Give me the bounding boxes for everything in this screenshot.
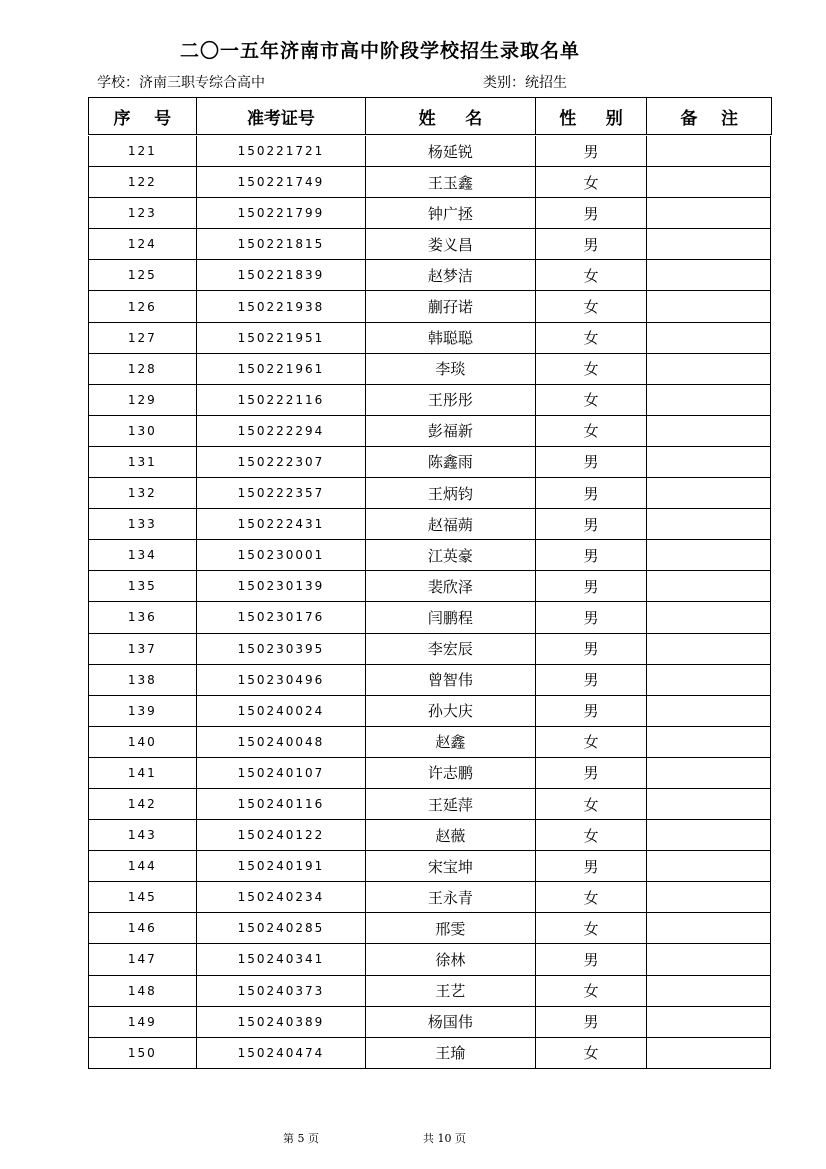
cell-exam-id: 150222294 xyxy=(197,416,367,446)
cell-exam-id: 150230395 xyxy=(197,634,367,664)
cell-note xyxy=(647,1038,770,1068)
cell-note xyxy=(647,509,770,539)
cell-name: 陈鑫雨 xyxy=(366,447,536,477)
cell-note xyxy=(647,323,770,353)
cell-seq: 122 xyxy=(89,167,197,197)
header-gender: 性 别 xyxy=(536,98,648,134)
cell-gender: 女 xyxy=(536,1038,648,1068)
cell-name: 韩聪聪 xyxy=(366,323,536,353)
cell-name: 徐林 xyxy=(366,944,536,974)
cell-note xyxy=(647,634,770,664)
cell-note xyxy=(647,882,770,912)
table-row xyxy=(89,602,770,633)
cell-gender: 男 xyxy=(536,229,648,259)
cell-gender: 女 xyxy=(536,323,648,353)
cell-name: 裴欣泽 xyxy=(366,571,536,601)
cell-note xyxy=(647,416,770,446)
table-row xyxy=(89,260,770,291)
cell-exam-id: 150240341 xyxy=(197,944,367,974)
page-total: 共 10 页 xyxy=(423,1132,466,1145)
cell-gender: 女 xyxy=(536,416,648,446)
cell-seq: 132 xyxy=(89,478,197,508)
cell-gender: 女 xyxy=(536,820,648,850)
cell-gender: 男 xyxy=(536,634,648,664)
cell-seq: 123 xyxy=(89,198,197,228)
cell-note xyxy=(647,727,770,757)
document-title: 二〇一五年济南市高中阶段学校招生录取名单 xyxy=(179,40,580,62)
cell-name: 王艺 xyxy=(366,976,536,1006)
cell-exam-id: 150221951 xyxy=(197,323,367,353)
cell-gender: 女 xyxy=(536,385,648,415)
cell-seq: 136 xyxy=(89,602,197,632)
cell-seq: 144 xyxy=(89,851,197,881)
cell-name: 闫鹏程 xyxy=(366,602,536,632)
cell-note xyxy=(647,976,770,1006)
table-row xyxy=(89,820,770,851)
cell-gender: 男 xyxy=(536,478,648,508)
cell-gender: 男 xyxy=(536,540,648,570)
cell-seq: 142 xyxy=(89,789,197,819)
cell-name: 赵鑫 xyxy=(366,727,536,757)
cell-gender: 男 xyxy=(536,198,648,228)
cell-seq: 150 xyxy=(89,1038,197,1068)
cell-note xyxy=(647,696,770,726)
page-number: 第 5 页 xyxy=(283,1132,319,1145)
cell-name: 王延萍 xyxy=(366,789,536,819)
cell-name: 娄义昌 xyxy=(366,229,536,259)
cell-gender: 男 xyxy=(536,758,648,788)
table-row xyxy=(89,167,770,198)
cell-note xyxy=(647,1007,770,1037)
table-row xyxy=(89,229,770,260)
table-row xyxy=(89,416,770,447)
header-note: 备 注 xyxy=(680,108,739,129)
cell-note xyxy=(647,540,770,570)
cell-seq: 125 xyxy=(89,260,197,290)
cell-seq: 147 xyxy=(89,944,197,974)
cell-exam-id: 150240373 xyxy=(197,976,367,1006)
cell-exam-id: 150222431 xyxy=(197,509,367,539)
cell-seq: 149 xyxy=(89,1007,197,1037)
table-row xyxy=(89,478,770,509)
cell-exam-id: 150221938 xyxy=(197,291,367,321)
cell-note xyxy=(647,944,770,974)
cell-exam-id: 150230176 xyxy=(197,602,367,632)
cell-gender: 男 xyxy=(536,571,648,601)
cell-exam-id: 150221815 xyxy=(197,229,367,259)
cell-seq: 128 xyxy=(89,354,197,384)
cell-seq: 129 xyxy=(89,385,197,415)
cell-exam-id: 150240107 xyxy=(197,758,367,788)
cell-name: 赵薇 xyxy=(366,820,536,850)
cell-exam-id: 150221749 xyxy=(197,167,367,197)
cell-name: 钟广拯 xyxy=(366,198,536,228)
cell-note xyxy=(647,478,770,508)
table-row xyxy=(89,851,770,882)
header-name: 姓 名 xyxy=(366,98,536,134)
cell-name: 许志鹏 xyxy=(366,758,536,788)
table-row xyxy=(89,976,770,1007)
cell-gender: 女 xyxy=(536,291,648,321)
cell-note xyxy=(647,167,770,197)
cell-seq: 145 xyxy=(89,882,197,912)
table-row xyxy=(89,447,770,478)
table-row xyxy=(89,727,770,758)
cell-seq: 126 xyxy=(89,291,197,321)
cell-exam-id: 150221961 xyxy=(197,354,367,384)
cell-note xyxy=(647,851,770,881)
cell-gender: 男 xyxy=(536,447,648,477)
cell-gender: 女 xyxy=(536,167,648,197)
table-row xyxy=(89,540,770,571)
cell-name: 杨国伟 xyxy=(366,1007,536,1037)
table-row xyxy=(89,1038,770,1069)
cell-exam-id: 150240122 xyxy=(197,820,367,850)
cell-exam-id: 150240285 xyxy=(197,913,367,943)
cell-name: 蒯孖诺 xyxy=(366,291,536,321)
cell-note xyxy=(647,354,770,384)
cell-seq: 148 xyxy=(89,976,197,1006)
cell-name: 江英豪 xyxy=(366,540,536,570)
cell-name: 赵福蒴 xyxy=(366,509,536,539)
category-label: 类别：统招生 xyxy=(483,75,567,91)
cell-seq: 141 xyxy=(89,758,197,788)
cell-name: 王炳钧 xyxy=(366,478,536,508)
cell-exam-id: 150221839 xyxy=(197,260,367,290)
cell-seq: 130 xyxy=(89,416,197,446)
cell-name: 宋宝坤 xyxy=(366,851,536,881)
cell-note xyxy=(647,913,770,943)
cell-gender: 男 xyxy=(536,509,648,539)
cell-seq: 140 xyxy=(89,727,197,757)
cell-seq: 135 xyxy=(89,571,197,601)
cell-name: 孙大庆 xyxy=(366,696,536,726)
cell-seq: 139 xyxy=(89,696,197,726)
cell-seq: 134 xyxy=(89,540,197,570)
table-row xyxy=(89,323,770,354)
cell-note xyxy=(647,291,770,321)
table-row xyxy=(89,385,770,416)
cell-gender: 女 xyxy=(536,882,648,912)
table-row xyxy=(89,136,770,167)
cell-gender: 男 xyxy=(536,851,648,881)
cell-name: 赵梦洁 xyxy=(366,260,536,290)
cell-note xyxy=(647,385,770,415)
cell-note xyxy=(647,136,770,166)
table-row xyxy=(89,509,770,540)
cell-seq: 124 xyxy=(89,229,197,259)
school-label: 学校：济南三职专综合高中 xyxy=(97,75,265,91)
cell-note xyxy=(647,198,770,228)
cell-note xyxy=(647,229,770,259)
table-row xyxy=(89,198,770,229)
cell-note xyxy=(647,665,770,695)
cell-gender: 男 xyxy=(536,665,648,695)
table-header xyxy=(88,97,772,135)
cell-name: 杨延锐 xyxy=(366,136,536,166)
cell-note xyxy=(647,571,770,601)
cell-note xyxy=(647,789,770,819)
cell-exam-id: 150230001 xyxy=(197,540,367,570)
cell-exam-id: 150221799 xyxy=(197,198,367,228)
cell-exam-id: 150240116 xyxy=(197,789,367,819)
cell-gender: 男 xyxy=(536,136,648,166)
cell-exam-id: 150221721 xyxy=(197,136,367,166)
table-row xyxy=(89,944,770,975)
cell-seq: 133 xyxy=(89,509,197,539)
table-row xyxy=(89,665,770,696)
table-row xyxy=(89,1007,770,1038)
cell-seq: 143 xyxy=(89,820,197,850)
cell-note xyxy=(647,602,770,632)
cell-exam-id: 150222357 xyxy=(197,478,367,508)
header-seq: 序 号 xyxy=(89,98,197,134)
cell-exam-id: 150240389 xyxy=(197,1007,367,1037)
header-exam-id: 准考证号 xyxy=(197,98,367,134)
cell-gender: 男 xyxy=(536,602,648,632)
cell-seq: 121 xyxy=(89,136,197,166)
cell-exam-id: 150230139 xyxy=(197,571,367,601)
cell-name: 王彤彤 xyxy=(366,385,536,415)
cell-exam-id: 150240024 xyxy=(197,696,367,726)
cell-exam-id: 150240474 xyxy=(197,1038,367,1068)
cell-exam-id: 150230496 xyxy=(197,665,367,695)
table-row xyxy=(89,758,770,789)
cell-exam-id: 150222307 xyxy=(197,447,367,477)
cell-exam-id: 150240234 xyxy=(197,882,367,912)
cell-seq: 138 xyxy=(89,665,197,695)
cell-gender: 女 xyxy=(536,913,648,943)
cell-exam-id: 150240191 xyxy=(197,851,367,881)
cell-note xyxy=(647,260,770,290)
cell-note xyxy=(647,758,770,788)
table-row xyxy=(89,571,770,602)
cell-name: 彭福新 xyxy=(366,416,536,446)
cell-gender: 女 xyxy=(536,260,648,290)
cell-seq: 137 xyxy=(89,634,197,664)
cell-note xyxy=(647,447,770,477)
table-row xyxy=(89,354,770,385)
cell-gender: 女 xyxy=(536,727,648,757)
cell-gender: 女 xyxy=(536,789,648,819)
cell-name: 王永青 xyxy=(366,882,536,912)
cell-name: 李宏辰 xyxy=(366,634,536,664)
table-row xyxy=(89,913,770,944)
cell-gender: 男 xyxy=(536,696,648,726)
table-row xyxy=(89,882,770,913)
cell-seq: 131 xyxy=(89,447,197,477)
cell-gender: 女 xyxy=(536,354,648,384)
cell-seq: 127 xyxy=(89,323,197,353)
table-row xyxy=(89,634,770,665)
cell-name: 王瑜 xyxy=(366,1038,536,1068)
admission-table xyxy=(88,136,771,1069)
cell-name: 曾智伟 xyxy=(366,665,536,695)
table-row xyxy=(89,789,770,820)
table-row xyxy=(89,696,770,727)
cell-gender: 男 xyxy=(536,944,648,974)
table-row xyxy=(89,291,770,322)
cell-name: 邢雯 xyxy=(366,913,536,943)
cell-note xyxy=(647,820,770,850)
cell-name: 王玉鑫 xyxy=(366,167,536,197)
cell-seq: 146 xyxy=(89,913,197,943)
cell-exam-id: 150222116 xyxy=(197,385,367,415)
cell-gender: 男 xyxy=(536,1007,648,1037)
cell-gender: 女 xyxy=(536,976,648,1006)
cell-exam-id: 150240048 xyxy=(197,727,367,757)
cell-name: 李琰 xyxy=(366,354,536,384)
